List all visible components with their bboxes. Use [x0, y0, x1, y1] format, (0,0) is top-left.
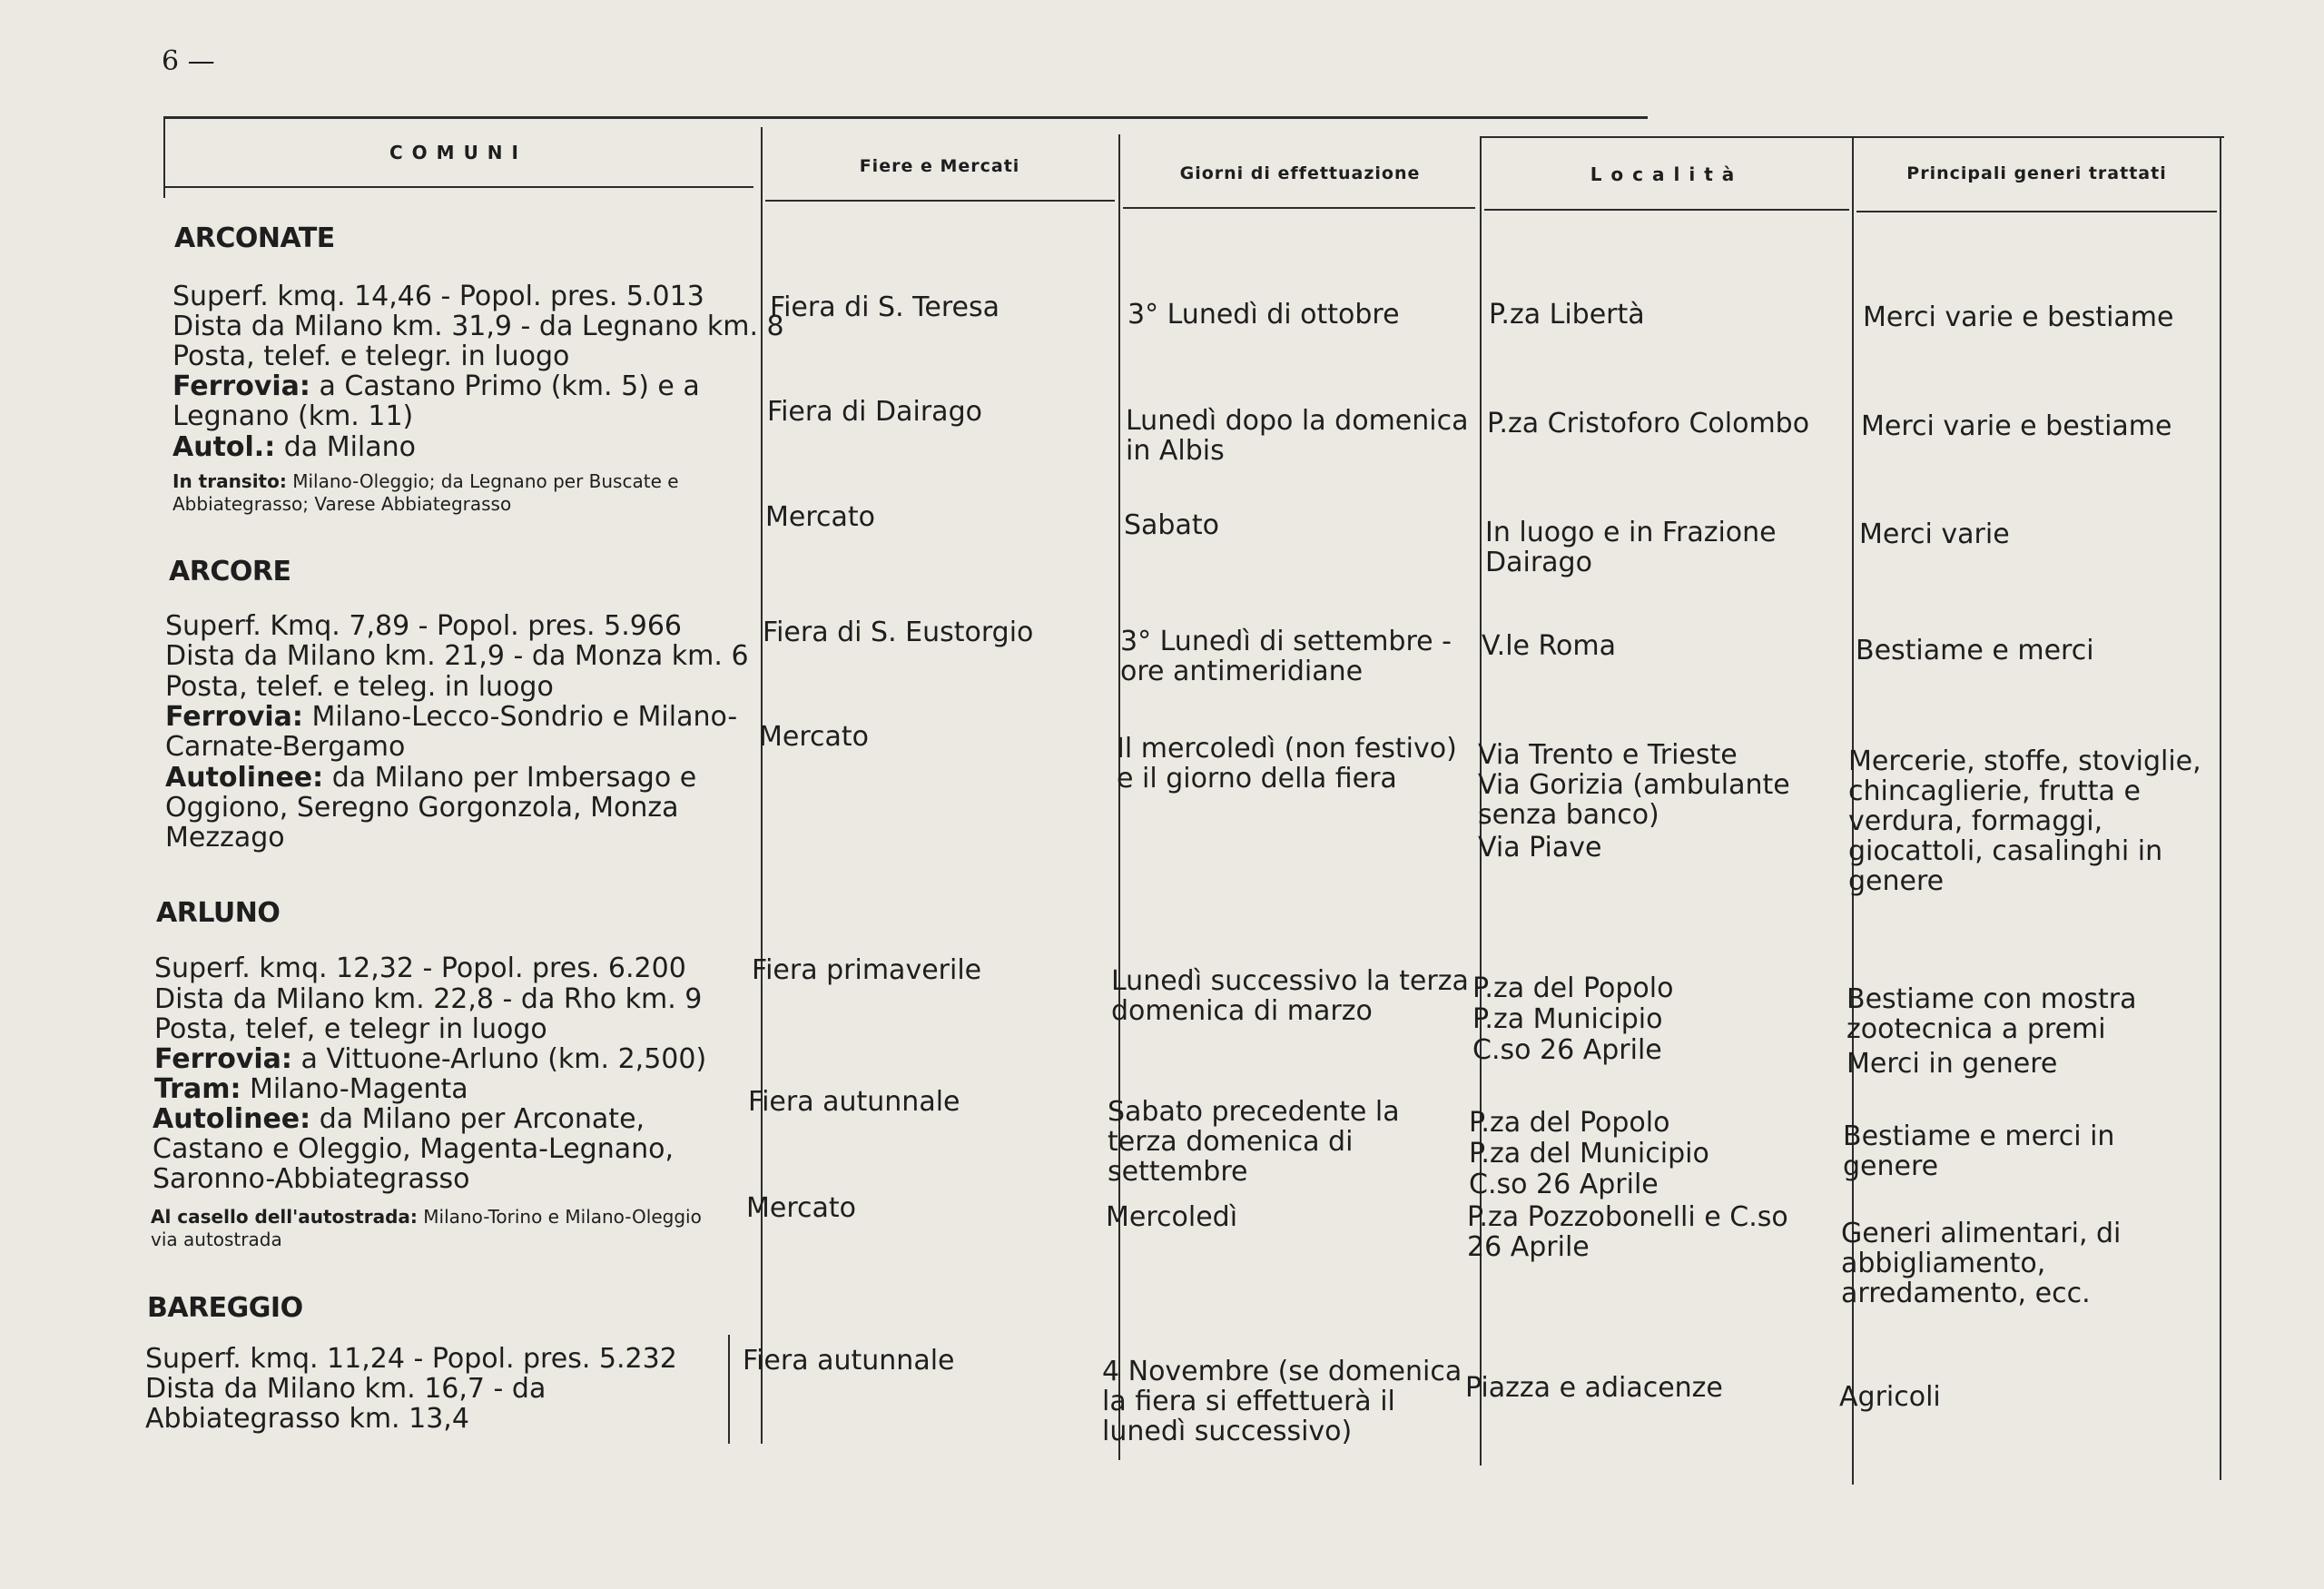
generi-cell: Merci varie: [1859, 518, 2010, 550]
comune-transito: In transito: Milano-Oleggio; da Legnano per Buscate e Abbiategrasso; Varese Abbiategrasso: [172, 470, 679, 515]
comune-name: ARCONATE: [174, 222, 335, 254]
fiera-cell: Mercato: [765, 501, 876, 533]
fiera-cell: Fiera autunnale: [748, 1086, 960, 1118]
localita-cell: Via Trento e Trieste: [1478, 739, 1738, 771]
fiera-cell: Fiera di S. Teresa: [770, 291, 1000, 323]
localita-cell: In luogo e in Frazione Dairago: [1485, 517, 1777, 578]
giorni-cell: Lunedì dopo la domenica in Albis: [1126, 405, 1469, 467]
localita-cell: P.za Cristoforo Colombo: [1487, 408, 1810, 439]
comune-autolinee: Autolinee: da Milano per Arconate, Castano e Oleggio, Magenta-Legnano, Saronno-Abbiategrasso: [153, 1103, 674, 1195]
comune-info: Posta, telef. e teleg. in luogo: [165, 671, 554, 703]
giorni-cell: 4 Novembre (se domenica la fiera si effettuerà il lunedì successivo): [1102, 1356, 1462, 1447]
header-underline: [765, 200, 1115, 202]
column-divider: [728, 1335, 730, 1444]
giorni-cell: 3° Lunedì di settembre - ore antimeridiane: [1120, 626, 1452, 687]
comune-info: Dista da Milano km. 31,9 - da Legnano km. 8: [172, 311, 784, 342]
giorni-cell: Lunedì successivo la terza domenica di marzo: [1111, 965, 1469, 1027]
localita-cell: P.za del Popolo: [1472, 972, 1674, 1004]
fiera-cell: Fiera autunnale: [743, 1345, 955, 1377]
comune-tram: Tram: Milano-Magenta: [154, 1073, 468, 1105]
fiera-cell: Fiera di Dairago: [767, 396, 982, 428]
comune-info: Posta, telef, e telegr in luogo: [154, 1013, 547, 1045]
comune-info: Superf. kmq. 11,24 - Popol. pres. 5.232: [145, 1343, 677, 1375]
comune-info: Superf. Kmq. 7,89 - Popol. pres. 5.966: [165, 610, 682, 642]
comune-ferrovia: Ferrovia: Milano-Lecco-Sondrio e Milano-Carnate-Bergamo: [165, 701, 738, 763]
localita-cell: P.za Pozzobonelli e C.so 26 Aprile: [1467, 1201, 1788, 1263]
localita-cell: P.za del Municipio: [1469, 1138, 1709, 1170]
generi-cell: Generi alimentari, di abbigliamento, arredamento, ecc.: [1841, 1218, 2122, 1309]
fiera-cell: Mercato: [746, 1192, 857, 1224]
header-underline: [163, 186, 753, 188]
comune-info: Superf. kmq. 12,32 - Popol. pres. 6.200: [154, 952, 686, 984]
giorni-cell: Il mercoledì (non festivo) e il giorno della fiera: [1117, 733, 1457, 794]
localita-cell: Via Piave: [1478, 832, 1602, 864]
localita-cell: P.za Libertà: [1489, 299, 1645, 331]
top-rule: [163, 116, 1648, 119]
localita-cell: C.so 26 Aprile: [1469, 1169, 1659, 1200]
comune-info: Posta, telef. e telegr. in luogo: [172, 340, 570, 372]
page-number: 6 —: [162, 45, 215, 77]
header-fiere-mercati: Fiere e Mercati: [859, 156, 1020, 176]
comune-ferrovia: Ferrovia: a Vittuone-Arluno (km. 2,500): [154, 1043, 707, 1075]
generi-cell: Agricoli: [1839, 1381, 1941, 1413]
giorni-cell: Sabato precedente la terza domenica di settembre: [1108, 1096, 1400, 1188]
generi-cell: Merci varie e bestiame: [1863, 301, 2174, 333]
generi-cell: Bestiame e merci: [1856, 635, 2094, 666]
giorni-cell: Sabato: [1124, 509, 1219, 541]
giorni-cell: 3° Lunedì di ottobre: [1128, 299, 1400, 331]
header-underline: [1123, 207, 1475, 209]
comune-autolinee: Autolinee: da Milano per Imbersago e Oggiono, Seregno Gorgonzola, Monza Mezzago: [165, 762, 697, 854]
header-comuni: COMUNI: [389, 142, 527, 163]
generi-cell: Bestiame e merci in genere: [1843, 1120, 2115, 1182]
generi-cell: Mercerie, stoffe, stoviglie, chincaglierie, frutta e verdura, formaggi, giocattoli, casalinghi in genere: [1848, 745, 2201, 897]
header-generi: Principali generi trattati: [1906, 163, 2167, 183]
comune-autolinee: Autol.: da Milano: [172, 431, 417, 463]
comune-name: ARCORE: [169, 556, 291, 587]
comune-info: Dista da Milano km. 16,7 - da Abbiategrasso km. 13,4: [145, 1373, 547, 1435]
comune-info: Superf. kmq. 14,46 - Popol. pres. 5.013: [172, 281, 704, 312]
localita-cell: P.za Municipio: [1472, 1003, 1663, 1035]
comune-ferrovia: Ferrovia: a Castano Primo (km. 5) e a Legnano (km. 11): [172, 370, 700, 432]
localita-cell: Via Gorizia (ambulante senza banco): [1478, 769, 1790, 831]
header-underline: [1484, 209, 1849, 211]
localita-cell: V.le Roma: [1482, 630, 1616, 662]
generi-cell: Bestiame con mostra zootecnica a premi: [1846, 983, 2137, 1045]
fiera-cell: Mercato: [759, 721, 870, 753]
localita-cell: C.so 26 Aprile: [1472, 1034, 1662, 1066]
fiera-cell: Fiera primaverile: [752, 954, 982, 986]
header-localita: Località: [1590, 163, 1744, 185]
fiera-cell: Fiera di S. Eustorgio: [763, 617, 1034, 648]
column-divider: [1118, 134, 1120, 1460]
generi-cell: Merci varie e bestiame: [1861, 410, 2172, 442]
comune-name: BAREGGIO: [147, 1292, 303, 1324]
comune-info: Dista da Milano km. 21,9 - da Monza km. 6: [165, 640, 749, 672]
comune-casello: Al casello dell'autostrada: Milano-Torino e Milano-Oleggio via autostrada: [151, 1206, 702, 1250]
generi-cell: Merci in genere: [1846, 1048, 2058, 1080]
header-underline: [1856, 211, 2217, 212]
giorni-cell: Mercoledì: [1106, 1201, 1238, 1233]
comune-name: ARLUNO: [156, 897, 281, 929]
localita-cell: P.za del Popolo: [1469, 1107, 1670, 1139]
header-giorni: Giorni di effettuazione: [1179, 163, 1421, 183]
column-divider: [2220, 136, 2221, 1480]
localita-cell: Piazza e adiacenze: [1465, 1372, 1723, 1404]
comune-info: Dista da Milano km. 22,8 - da Rho km. 9: [154, 983, 703, 1015]
